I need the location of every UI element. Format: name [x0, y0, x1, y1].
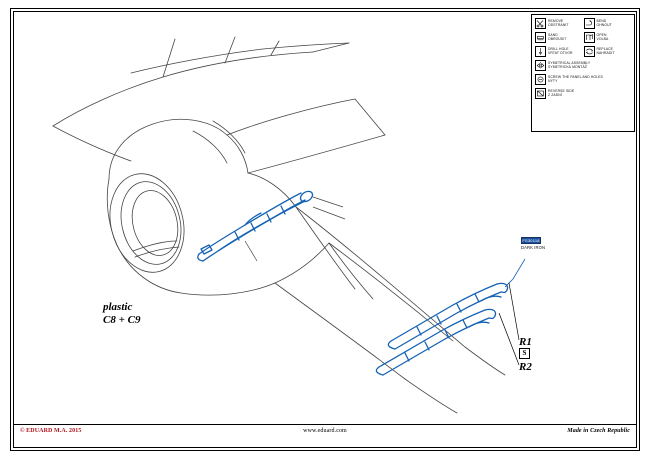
symmetrical-badge: S: [519, 348, 530, 359]
legend-row: [535, 18, 632, 29]
plastic-parts-label: [103, 301, 140, 327]
legend-label: SCREW THE PANEL AND HOLES NÝTY: [548, 74, 603, 83]
legend-label: DRILL HOLE VRTAT OTVOR: [548, 46, 573, 55]
plastic-label-line2: C8 + C9: [103, 314, 141, 326]
footer-divider: [13, 424, 637, 425]
legend-item-bend: [584, 18, 633, 29]
drill-icon: [535, 46, 546, 57]
sand-icon: [535, 32, 546, 43]
legend-label: OPEN VOLBA: [596, 32, 609, 41]
symbol-legend: [531, 14, 635, 132]
legend-item-open: [584, 32, 633, 43]
legend-item-replace: [584, 46, 633, 57]
paint-callout: [521, 237, 557, 250]
screw-icon: [535, 74, 546, 85]
paint-swatch: FS30118: [522, 238, 540, 243]
paint-name: DARK IRON: [521, 245, 546, 250]
scissors-icon: [535, 18, 546, 29]
part-label-r1: R1: [519, 336, 532, 348]
footer-origin: Made in Czech Republic: [567, 428, 630, 434]
legend-item-sand: [535, 32, 584, 43]
legend-label: SAND OBROUSIT: [548, 32, 567, 41]
legend-row: [535, 88, 632, 99]
legend-row: [535, 46, 632, 57]
replace-icon: [584, 46, 595, 57]
footer-copyright: © EDUARD M.A. 2015: [20, 428, 82, 434]
legend-item-remove: [535, 18, 584, 29]
open-icon: [584, 32, 595, 43]
part-label-r2: R2: [519, 361, 532, 373]
reverse-icon: [535, 88, 546, 99]
legend-label: SYMETRICAL ASSEMBLY SYMETRICKÁ MONTÁŽ: [548, 60, 591, 69]
legend-label: BEND OHNOUT: [596, 18, 612, 27]
legend-row: [535, 60, 632, 71]
legend-row: [535, 32, 632, 43]
legend-row: [535, 74, 632, 85]
legend-label: REPLACE NAHRADIT: [596, 46, 615, 55]
legend-item-screw: [535, 74, 632, 85]
plastic-label-line1: plastic: [103, 301, 133, 313]
footer-website: www.eduard.com: [303, 428, 347, 434]
bend-icon: [584, 18, 595, 29]
legend-item-reverse: [535, 88, 632, 99]
legend-label: REVERSE SIDE Z ZADNÍ: [548, 88, 575, 97]
symmetrical-icon: [535, 60, 546, 71]
legend-label: REMOVE ODSTRANIT: [548, 18, 569, 27]
legend-item-symmetrical: [535, 60, 632, 71]
legend-item-drill: [535, 46, 584, 57]
